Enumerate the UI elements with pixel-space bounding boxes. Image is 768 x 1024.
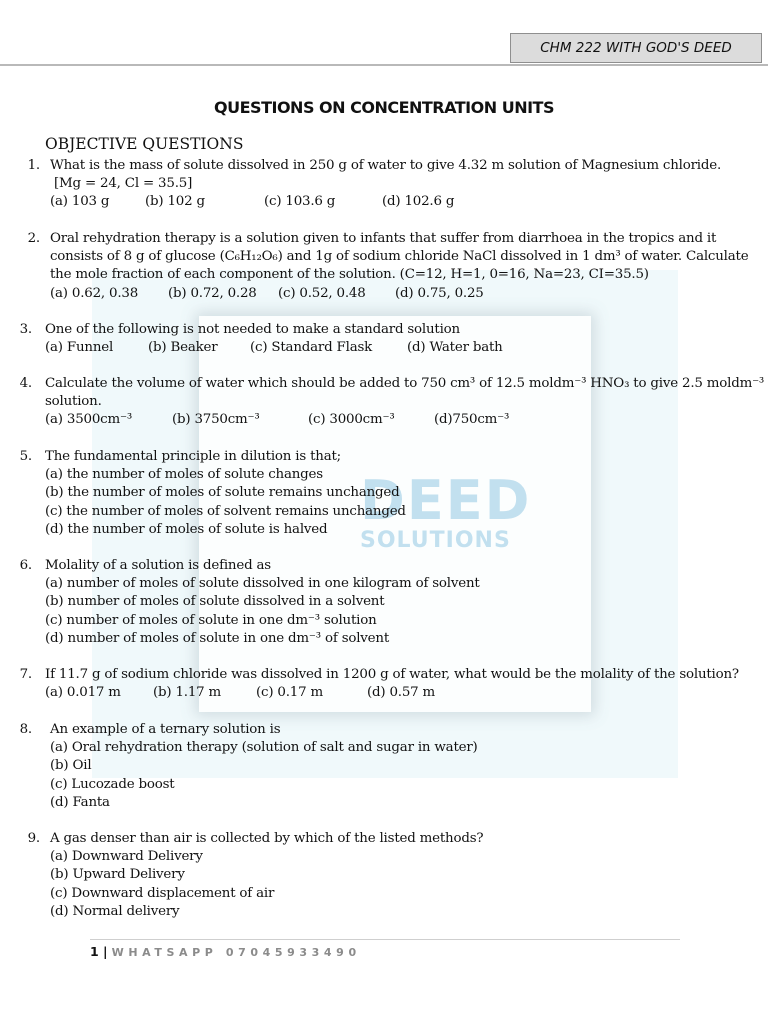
option: (d) number of moles of solute in one dm⁻³ of solvent bbox=[45, 630, 390, 646]
question-text: the mole fraction of each component of the solution. (C=12, H=1, 0=16, Na=23, CI=35.5) bbox=[50, 267, 649, 283]
header-rule bbox=[0, 64, 768, 66]
option: (d) 102.6 g bbox=[382, 194, 455, 210]
option: (c) 3000cm⁻³ bbox=[308, 412, 395, 428]
option: (a) Oral rehydration therapy (solution of salt and sugar in water) bbox=[50, 740, 478, 756]
option: (c) 0.52, 0.48 bbox=[278, 285, 366, 301]
option: (c) number of moles of solute in one dm⁻³ solution bbox=[45, 612, 377, 628]
section-subtitle: OBJECTIVE QUESTIONS bbox=[45, 135, 244, 153]
question-number: 9. bbox=[27, 831, 40, 846]
option: (d)750cm⁻³ bbox=[434, 412, 510, 428]
option-row bbox=[45, 411, 764, 429]
option: (b) number of moles of solute dissolved in a solvent bbox=[45, 594, 385, 610]
page-title: QUESTIONS ON CONCENTRATION UNITS bbox=[214, 98, 554, 117]
option: (d) the number of moles of solute is halved bbox=[45, 521, 328, 537]
question-text: The fundamental principle in dilution is that; bbox=[45, 449, 341, 464]
option: (a) number of moles of solute dissolved in one kilogram of solvent bbox=[45, 576, 480, 592]
option: (a) Downward Delivery bbox=[50, 849, 203, 865]
question-number: 4. bbox=[19, 376, 32, 391]
question-text: Calculate the volume of water which should be added to 750 cm³ of 12.5 moldm⁻³ HNO₃ to give 2.5 moldm⁻³ bbox=[45, 376, 765, 391]
page-number: 1 | bbox=[90, 944, 108, 959]
watermark-line1: DEED bbox=[360, 469, 532, 532]
page-footer bbox=[90, 944, 361, 959]
option: (b) 102 g bbox=[145, 194, 205, 210]
option: (c) the number of moles of solvent remains unchanged bbox=[45, 503, 406, 519]
question-number: 8. bbox=[19, 722, 32, 737]
header-label: CHM 222 WITH GOD'S DEED bbox=[510, 33, 762, 63]
option: (b) Beaker bbox=[148, 340, 218, 356]
option: (a) Funnel bbox=[45, 340, 114, 356]
question-text: solution. bbox=[45, 394, 102, 410]
option: (c) 103.6 g bbox=[264, 194, 336, 210]
watermark-line2: SOLUTIONS bbox=[360, 528, 511, 553]
question-text: Molality of a solution is defined as bbox=[45, 558, 271, 573]
option: (d) Fanta bbox=[50, 794, 110, 810]
question-text: An example of a ternary solution is bbox=[50, 722, 281, 737]
option: (c) 0.17 m bbox=[256, 685, 323, 701]
option: (b) 1.17 m bbox=[153, 685, 222, 701]
question-text: [Mg = 24, Cl = 35.5] bbox=[54, 176, 193, 192]
option: (a) the number of moles of solute changes bbox=[45, 467, 323, 483]
option: (b) 0.72, 0.28 bbox=[168, 285, 257, 301]
question-number: 1. bbox=[27, 158, 40, 173]
question-text: Oral rehydration therapy is a solution given to infants that suffer from diarrhoea in the tropics and it bbox=[50, 231, 717, 246]
question-number: 7. bbox=[19, 667, 32, 682]
question-text: What is the mass of solute dissolved in 250 g of water to give 4.32 m solution of Magnesium chloride. bbox=[50, 158, 722, 173]
option: (a) 0.62, 0.38 bbox=[50, 285, 139, 301]
footer-rule bbox=[90, 939, 680, 940]
option: (d) 0.57 m bbox=[367, 685, 436, 701]
option: (c) Downward displacement of air bbox=[50, 885, 275, 901]
option: (b) Oil bbox=[50, 758, 92, 774]
option: (a) 3500cm⁻³ bbox=[45, 412, 132, 428]
option: (d) Normal delivery bbox=[50, 903, 180, 919]
question-text: A gas denser than air is collected by which of the listed methods? bbox=[50, 831, 484, 846]
question-number: 3. bbox=[19, 322, 32, 337]
option: (c) Standard Flask bbox=[250, 340, 373, 356]
question-number: 2. bbox=[27, 231, 40, 246]
option: (b) Upward Delivery bbox=[50, 867, 185, 883]
option: (b) the number of moles of solute remains unchanged bbox=[45, 485, 400, 501]
option-row bbox=[45, 339, 503, 357]
question-text: One of the following is not needed to make a standard solution bbox=[45, 322, 460, 337]
question-text: consists of 8 g of glucose (C₆H₁₂O₆) and 1g of sodium chloride NaCl dissolved in 1 dm³ of water. Calculate bbox=[50, 249, 749, 265]
option-row bbox=[50, 193, 721, 211]
option: (a) 103 g bbox=[50, 194, 110, 210]
option-row bbox=[50, 285, 748, 303]
whatsapp-contact: WHATSAPP 07045933490 bbox=[111, 946, 361, 959]
option: (a) 0.017 m bbox=[45, 685, 121, 701]
option: (d) 0.75, 0.25 bbox=[395, 285, 484, 301]
option-row bbox=[45, 684, 739, 702]
option: (b) 3750cm⁻³ bbox=[172, 412, 260, 428]
question-number: 6. bbox=[19, 558, 32, 573]
option: (c) Lucozade boost bbox=[50, 776, 175, 792]
question-number: 5. bbox=[19, 449, 32, 464]
question-text: If 11.7 g of sodium chloride was dissolved in 1200 g of water, what would be the molality of the solution? bbox=[45, 667, 739, 682]
option: (d) Water bath bbox=[407, 340, 503, 356]
